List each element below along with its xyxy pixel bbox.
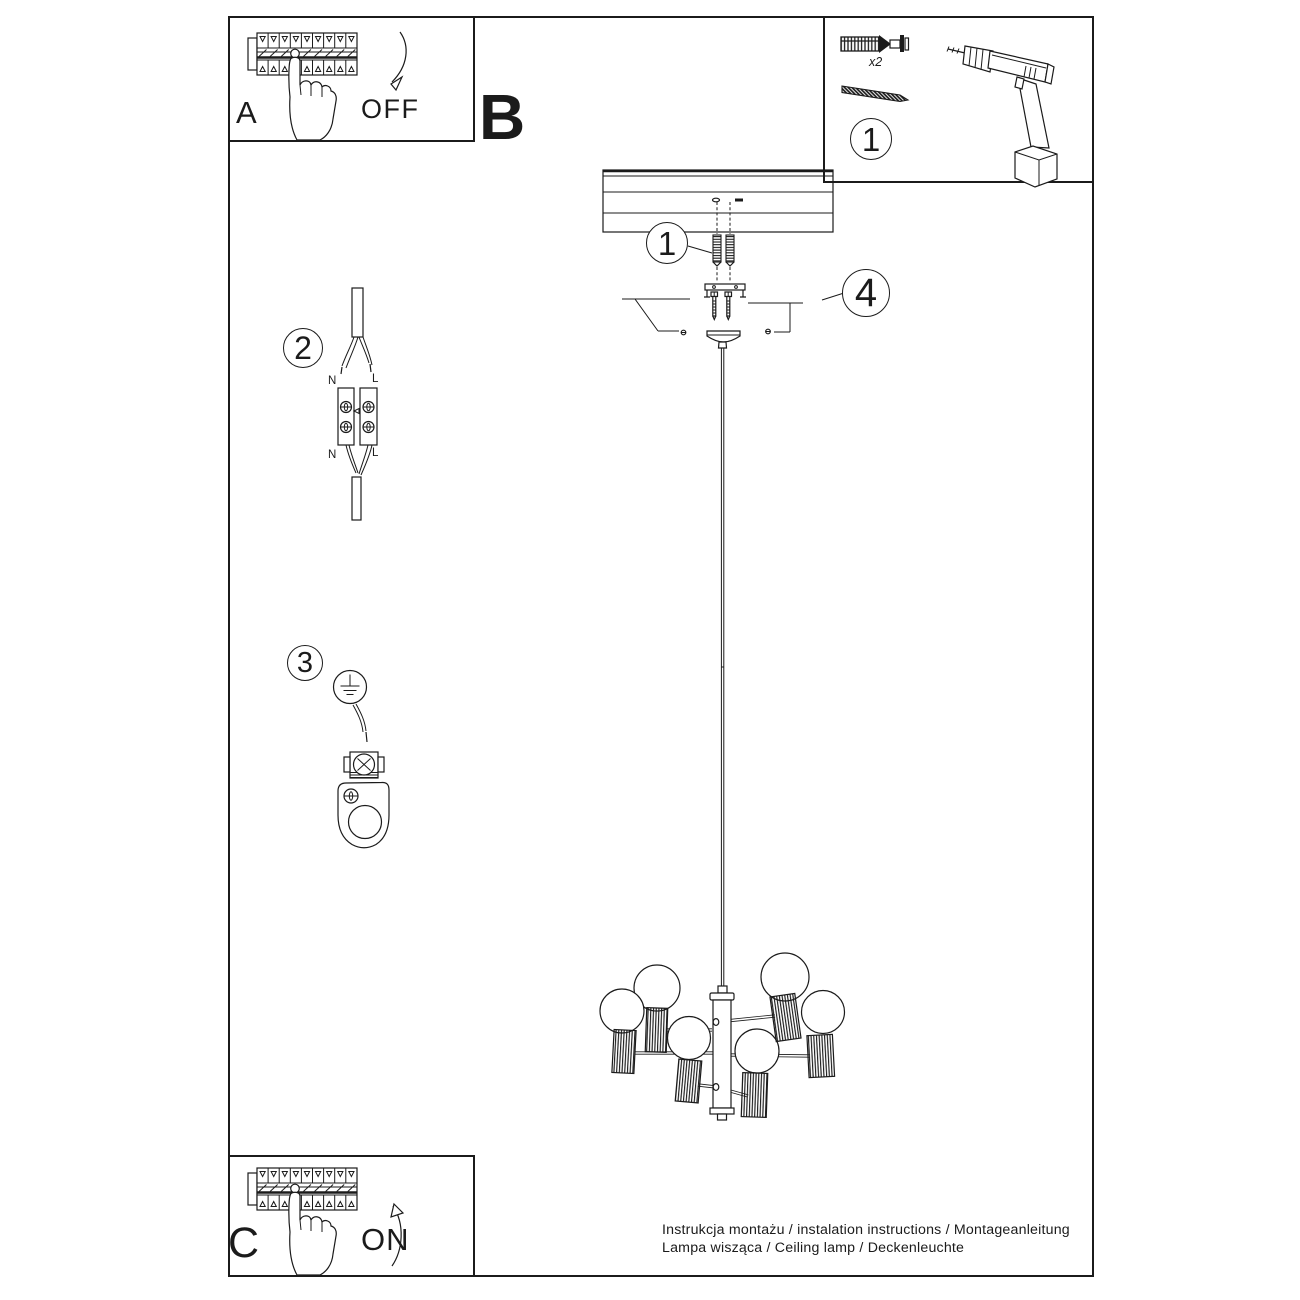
pendant-lamp — [600, 953, 845, 1120]
ground-wire — [353, 704, 367, 742]
wiring-diagram — [325, 283, 405, 533]
terminal-block — [338, 388, 377, 445]
mains-cable-top — [352, 288, 363, 337]
wire-label-n-bottom: N — [328, 449, 337, 461]
anchor-qty-label: x2 — [869, 55, 883, 69]
callout-ground: 3 — [287, 645, 323, 681]
earth-symbol-icon — [334, 671, 367, 704]
lamp-cable-bottom — [352, 477, 361, 520]
step-c-label: C — [228, 1219, 260, 1267]
bulb — [802, 991, 845, 1034]
bulb — [735, 1029, 779, 1073]
breaker-off-illustration — [242, 24, 477, 142]
on-label: ON — [361, 1222, 410, 1257]
ground-terminal — [344, 752, 384, 778]
bulb — [668, 1017, 711, 1060]
wires-top — [341, 337, 372, 374]
callout-bracket-leaders — [622, 293, 844, 335]
bulb — [600, 989, 644, 1033]
mount-plate — [338, 782, 389, 847]
callout-anchors: 1 — [646, 222, 688, 264]
breaker-on-illustration — [242, 1164, 477, 1276]
bulb — [761, 953, 809, 1001]
breaker-panel — [248, 33, 357, 140]
callout-bracket: 4 — [842, 269, 890, 317]
callout-tools: 1 — [850, 118, 892, 160]
wire-label-l-top: L — [372, 373, 379, 385]
grounding-diagram — [325, 665, 403, 860]
wall-plug-icon — [841, 35, 909, 53]
wire-label-n-top: N — [328, 375, 337, 387]
wires-bottom — [346, 445, 372, 475]
lamp-body — [710, 986, 734, 1120]
footer-title-line2: Lampa wisząca / Ceiling lamp / Deckenleuchte — [662, 1240, 965, 1256]
step-b-label: B — [479, 81, 526, 153]
bracket-screws — [711, 292, 732, 320]
callout-anchors-leader — [688, 246, 712, 253]
drill-icon — [947, 46, 1057, 187]
ceiling-bar — [603, 170, 833, 232]
suspension-rod — [721, 348, 723, 986]
breaker-panel — [248, 1168, 357, 1275]
drill-battery — [1015, 146, 1057, 187]
screw-icon — [842, 86, 908, 102]
wire-label-l-bottom: L — [372, 447, 379, 459]
arrow-down-icon — [391, 32, 406, 90]
off-label: OFF — [361, 94, 420, 124]
callout-wiring: 2 — [283, 328, 323, 368]
ceiling-canopy — [707, 331, 740, 348]
footer-title-line1: Instrukcja montażu / instalation instructions / Montageanleitung — [662, 1222, 1070, 1238]
step-a-label: A — [236, 95, 257, 130]
wall-plugs — [713, 235, 734, 266]
